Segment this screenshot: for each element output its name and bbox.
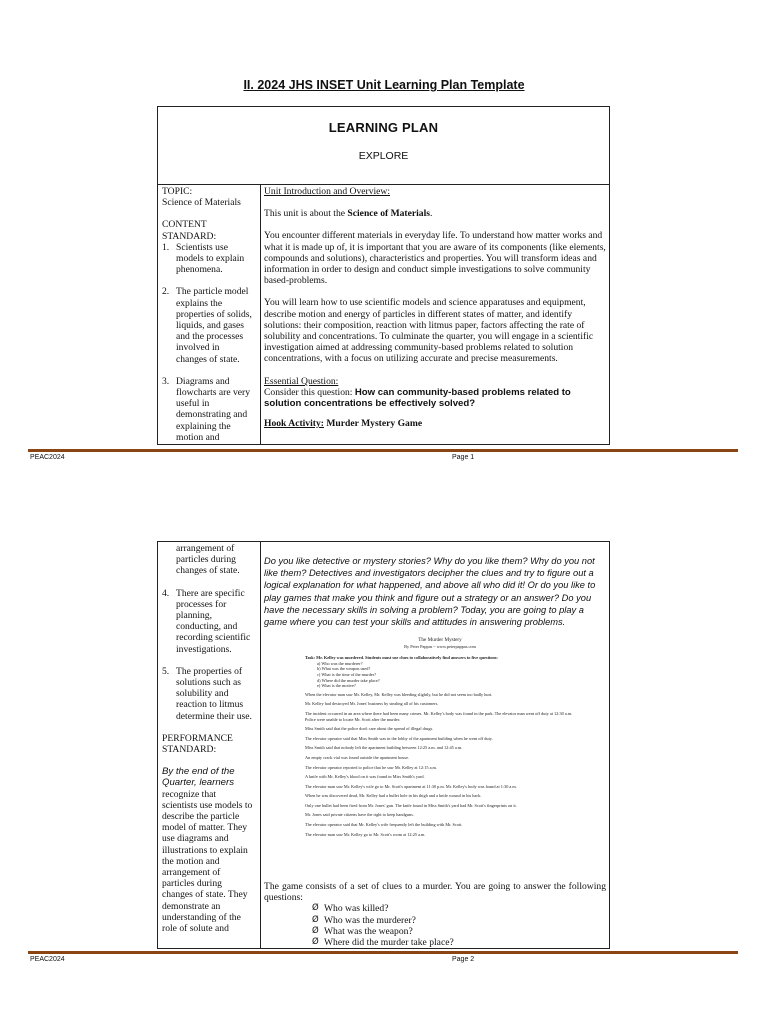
list-item: Ø What was the weapon? [312,925,413,937]
content-standard-list [162,588,259,722]
mystery-clue: Mr. Jones said private citizens have the right to keep handguns. [305,812,414,818]
mystery-title: The Murder Mystery [418,637,462,643]
list-item: Ø Who was killed? [312,903,389,915]
mystery-clue: The elevator operator said that Mr. Kelley's wife frequently left the building with Mr. Scott. [305,822,463,828]
list-item: 2. The particle model explains the properties of solids, liquids, and gases and the processes involved in changes of state. [162,286,252,365]
column-divider [260,184,261,444]
mystery-clue: When he was discovered dead, Mr. Kelley had a bullet hole in his thigh and a knife wound in his back. [305,793,482,799]
mystery-author: By Peter Pappas ~ www.peterpappas.com [404,643,476,649]
document-title: II. 2024 JHS INSET Unit Learning Plan Template [243,78,525,92]
question-list [264,903,606,948]
performance-standard-text: recognize that scientists use models to describe the particle model of matter. They use diagrams and illustrations to explain the motion and arrangement of particles during changes of state. They demonstrate an understanding of the role of solute and [162,788,253,935]
mystery-clue: Miss Smith said that the police don't care about the spread of illegal drugs. [305,726,434,732]
mystery-clue: The incident occurred in an area where there had been many crimes. Mr. Kelley's body was found in the park. The elevator man went off duty at 12:30 a.m. Police were unable to locate Mr. Scott after the murder. [305,710,573,722]
content-standard-label-2: STANDARD: [162,230,217,242]
list-item: Ø Who was the murderer? [312,914,416,926]
mystery-clue: Mr. Kelley had destroyed Mr. Jones' business by stealing all of his customers. [305,701,439,707]
right-column [264,186,606,429]
essential-question-heading: Essential Question: [264,375,339,387]
column-divider [260,542,261,948]
mystery-clue: The elevator man saw Mr. Kelley's wife go to Mr. Scott's apartment at 11:30 p.m. Mr. Kelley's body was found at 1:30 a.m. [305,783,517,789]
footer-page-number: Page 2 [452,956,475,963]
list-item: Ø Where did the murder take place? [312,937,454,949]
footer-left: PEAC2024 [30,454,65,461]
hook-activity-text: Do you like detective or mystery stories? Why do you like them? Why do you not like them? Detectives and investigators decipher the clues and try to figure out a logical explanation for what happened, and above all who did it! Or do you like to play games that make you think and figure out a strategy or an answer? Do you have the necessary skills in solving a problem? Today, you are going to play a game where you can test your skills and attitudes in answering problems. [264,556,596,628]
page-footer-rule [28,449,738,452]
list-item: 3. Diagrams and flowcharts are very useful in demonstrating and explaining the motion and [162,375,251,443]
mystery-task: Task: Mr. Kelley was murdered. Students must use clues to collaboratively find answers to five questions: [305,655,498,661]
murder-mystery-image [305,638,575,841]
list-item: 1. Scientists use models to explain phenomena. [162,241,245,276]
content-standard-label: CONTENT [162,219,207,231]
mystery-clue: Miss Smith said that nobody left the apartment building between 12:25 a.m. and 12:45 a.m. [305,745,463,751]
topic-label: TOPIC: [162,186,193,197]
performance-standard-italic-2: Quarter, learners [162,777,234,789]
mystery-clue: Only one bullet had been fired from Mr. Jones' gun. The knife found in Miss Smith's yard had Mr. Scott's fingerprints on it. [305,802,517,808]
mystery-clue: An empty crack vial was found outside the apartment house. [305,754,410,760]
topic-value: Science of Materials [162,197,241,209]
footer-page-number: Page 1 [452,454,475,461]
performance-standard-label: PERFORMANCE [162,732,233,744]
left-column: arrangement of particles during changes of state. 4. There are specific processes for planning, conducting, and recording scientific investigations. 5. The properties of solutions such as solubility and reaction to litmus determine their use. PERFORMANCE STANDARD: By the end of the Quarter, learners recognize that scientists use models to describe the particle model of matter. They use diagrams and illustrations to explain the motion and arrangement of particles during changes of state. They demonstrate an understanding of the role of solute and [162,543,259,934]
mystery-clue: The elevator man saw Mr. Kelley go to Mr. Scott's room at 12:25 a.m. [305,831,426,837]
page-footer-rule [28,951,738,954]
hook-activity: Hook Activity: Murder Mystery Game [264,418,423,430]
game-description: The game consists of a set of clues to a murder. You are going to answer the following questions: [264,881,606,904]
performance-standard-label-2: STANDARD: [162,744,217,756]
footer-left: PEAC2024 [30,956,65,963]
learning-plan-table [157,106,610,445]
mystery-questions: a) Who was the murderer? b) What was the weapon used? c) What is the time of the murder? d) Where did the murder take place? e) What is the motive? [317,660,380,689]
game-instructions [264,881,606,948]
content-standard-list [162,242,258,443]
mystery-clue: A knife with Mr. Kelley's blood on it was found in Miss Smith's yard. [305,774,425,780]
overview-paragraph-2: You will learn how to use scientific models and science apparatuses and equipment, describe motion and energy of particles in different states of matter, and identify solutions: their composition, reaction with litmus paper, factors affecting the rate of solubility and concentrations. To culminate the quarter, you will engage in a scientific investigation aimed at addressing community-based problems related to solution concentrations, with a focus on utilizing accurate and precise measurements. [264,297,594,365]
right-column [264,555,606,628]
performance-standard-italic: By the end of the [162,766,235,778]
overview-intro: This unit is about the Science of Materials. [264,208,433,220]
mystery-clue: The elevator operator reported to police that he saw Mr. Kelley at 12:15 a.m. [305,764,437,770]
left-column [162,186,258,443]
mystery-clue: The elevator operator said that Miss Smith was in the lobby of the apartment building when he went off duty. [305,735,493,741]
learning-plan-header [158,107,609,185]
list-item: 5. The properties of solutions such as solubility and reaction to litmus determine their use. [162,665,252,722]
list-item: 4. There are specific processes for planning, conducting, and recording scientific investigations. [162,587,251,655]
mystery-clue: When the elevator man saw Mr. Kelley, Mr. Kelley was bleeding slightly, but he did not seem too badly hurt. [305,691,493,697]
learning-plan-title: LEARNING PLAN [328,120,439,135]
overview-heading: Unit Introduction and Overview: [264,186,391,197]
essential-question: Consider this question: How can community-based problems related to solution concentrations be effectively solved? [264,386,571,410]
overview-paragraph-1: You encounter different materials in everyday life. To understand how matter works and what it is made up of, it is important that you are aware of its components (like elements, compounds and solutions), characteristics and properties. You will transform ideas and information in order to design and conduct simple investigations to solve community based-problems. [264,230,606,287]
learning-plan-subtitle: EXPLORE [358,150,409,162]
